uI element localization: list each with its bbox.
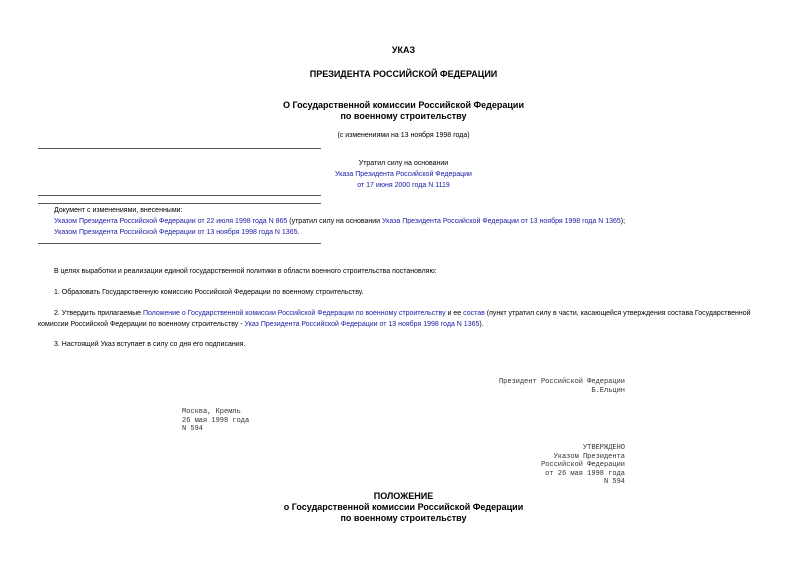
change-note-text: (утратил силу на основании [287,218,383,225]
decree-number: N 594 [182,425,204,434]
amendments-note: (с изменениями на 13 ноября 1998 года) [337,132,470,139]
preamble: В целях выработки и реализации единой государственной политики в области военного строительства постановляю: [54,268,437,275]
regulation-subtitle-2: по военному строительству [340,513,467,523]
decree-subject-line-1: О Государственной комиссии Российской Федерации [283,100,524,110]
decree-issuer: ПРЕЗИДЕНТА РОССИЙСКОЙ ФЕДЕРАЦИИ [309,69,498,79]
void-notice-label: Утратил силу на основании [358,160,449,167]
changes-block [54,205,794,238]
void-decree-link[interactable]: Указа Президента Российской Федерации [335,171,472,178]
signature-name: Б.Ельцин [591,386,625,395]
approved-by: Указом Президента [553,452,625,461]
void-decree-date-link[interactable]: от 17 июня 2000 года N 1119 [357,182,450,189]
paragraph-2 [38,308,773,330]
p2-text-b: и ее [445,310,464,317]
date: 26 мая 1998 года [182,416,250,425]
change-decree-865-link[interactable]: Указом Президента Российской Федерации от 22 июля 1998 года N 865 [54,218,288,225]
changes-item-1 [54,216,794,227]
regulation-subtitle-1: о Государственной комиссии Российской Федерации [283,502,524,512]
approved-issuer: Российской Федерации [540,461,625,470]
decree-subject-line-2: по военному строительству [340,111,467,121]
p2-text-d: ). [479,321,484,328]
change-note-end: ); [620,218,626,225]
regulation-title: ПОЛОЖЕНИЕ [373,491,434,501]
approved-number: N 594 [603,478,625,487]
regulation-link[interactable]: Положение о Государственной комиссии Российской Федерации по военному строительству [142,310,446,317]
divider [38,195,321,196]
paragraph-1: 1. Образовать Государственную комиссию Российской Федерации по военному строительству. [54,289,364,296]
composition-link[interactable]: состав [463,310,485,317]
change-decree-1365-link[interactable]: Указа Президента Российской Федерации от 13 ноября 1998 года N 1365 [382,218,621,225]
divider [38,203,321,204]
divider [38,243,321,244]
approved-date: от 26 мая 1998 года [545,469,625,478]
change-decree-1365-link-2[interactable]: Указом Президента Российской Федерации от 13 ноября 1998 года N 1365 [54,229,298,236]
divider [38,148,321,149]
changes-item-2 [54,227,794,238]
place: Москва, Кремль [182,408,241,416]
change-item-end: . [297,229,300,236]
changes-intro: Документ с изменениями, внесенными: [54,207,183,214]
approved-label: УТВЕРЖДЕНО [582,444,625,452]
p2-text-c: (пункт утратил силу в части, касающейся утверждения состава Государственной комиссии Российской Федерации по военному строительству - [38,310,751,328]
decree-title: УКАЗ [391,45,416,55]
decree-1365-link[interactable]: Указ Президента Российской Федерации от 13 ноября 1998 года N 1365 [244,321,480,328]
signature-title: Президент Российской Федерации [498,378,625,386]
place-date [182,408,249,434]
signature [420,378,625,395]
paragraph-3: 3. Настоящий Указ вступает в силу со дня его подписания. [54,341,246,348]
p2-text-a: 2. Утвердить прилагаемые [54,310,143,317]
approved-stamp [420,444,625,487]
